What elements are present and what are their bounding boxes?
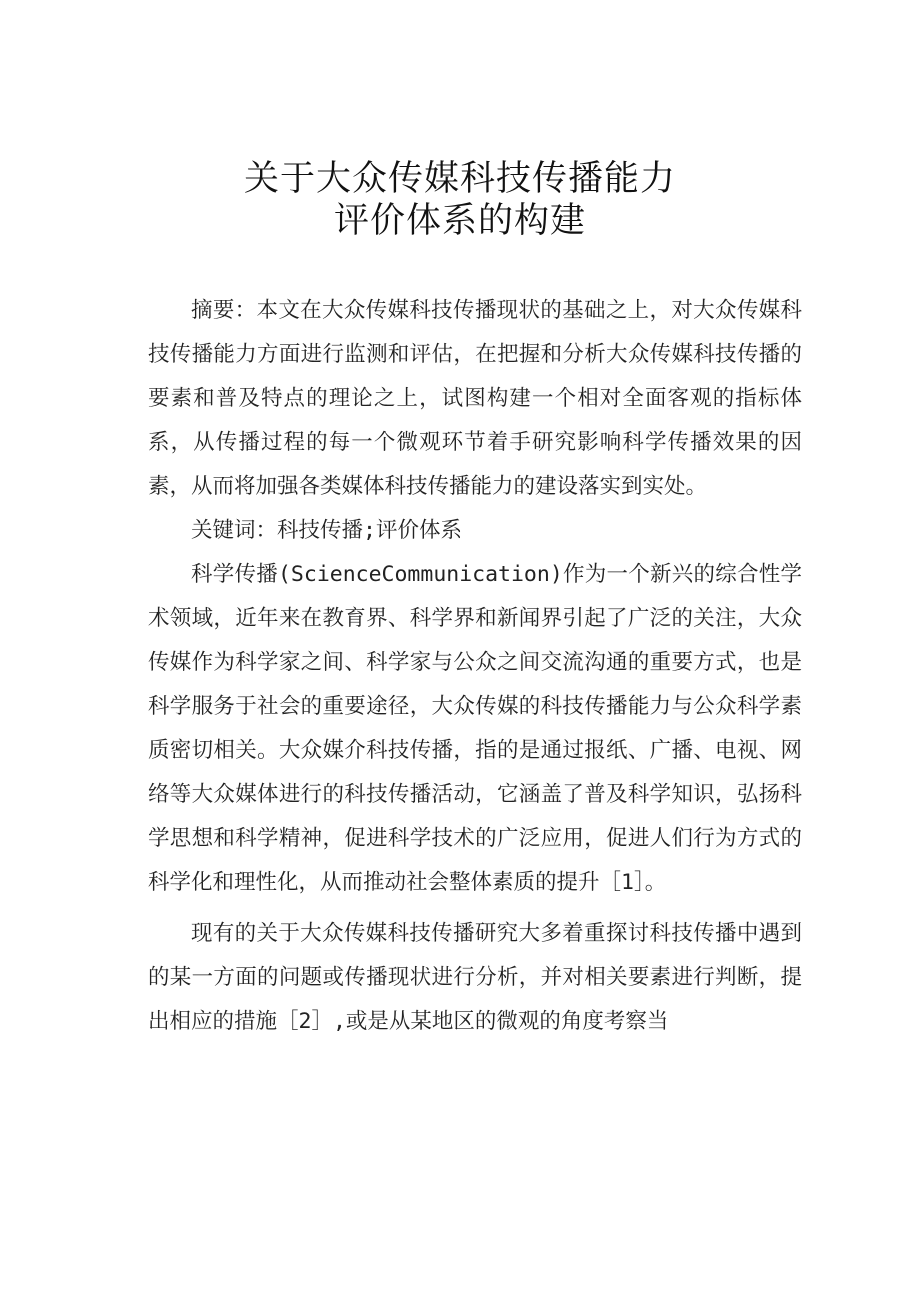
document-body (148, 289, 802, 1044)
document-title-line-2: 评价体系的构建 (333, 201, 586, 241)
body-paragraph-1: 科学传播(ScienceCommunication)作为一个新兴的综合性学术领域，近年来在教育界、科学界和新闻界引起了广泛的关注，大众传媒作为科学家之间、科学家与公众之间交流沟通的重要方式，也是科学服务于社会的重要途径，大众传媒的科技传播能力与公众科学素质密切相关。大众媒介科技传播，指的是通过报纸、广播、电视、网络等大众媒体进行的科技传播活动，它涵盖了普及科学知识，弘扬科学思想和科学精神，促进科学技术的广泛应用，促进人们行为方式的科学化和理性化，从而推动社会整体素质的提升［1］。 (148, 562, 802, 895)
body-paragraph-2: 现有的关于大众传媒科技传播研究大多着重探讨科技传播中遇到的某一方面的问题或传播现状进行分析，并对相关要素进行判断，提出相应的措施［2］,或是从某地区的微观的角度考察当 (148, 921, 802, 1034)
keywords-paragraph: 关键词：科技传播;评价体系 (191, 518, 462, 543)
abstract-paragraph: 摘要：本文在大众传媒科技传播现状的基础之上，对大众传媒科技传播能力方面进行监测和评估，在把握和分析大众传媒科技传播的要素和普及特点的理论之上，试图构建一个相对全面客观的指标体系，从传播过程的每一个微观环节着手研究影响科学传播效果的因素，从而将加强各类媒体科技传播能力的建设落实到实处。 (148, 298, 802, 499)
document-title-line-1: 关于大众传媒科技传播能力 (243, 159, 676, 199)
